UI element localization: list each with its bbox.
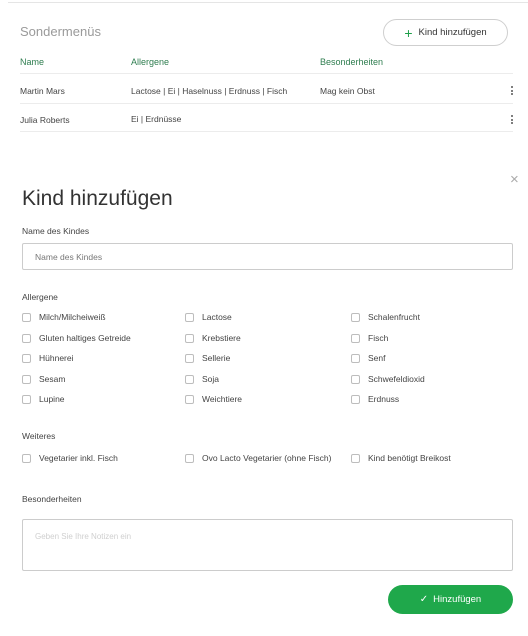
allergen-checkbox[interactable] bbox=[22, 394, 65, 404]
allergen-label: Schalenfrucht bbox=[368, 312, 420, 322]
allergen-label: Lactose bbox=[202, 312, 232, 322]
allergen-checkbox[interactable] bbox=[351, 333, 388, 343]
allergen-checkbox[interactable] bbox=[22, 312, 106, 322]
row-allergens: Ei | Erdnüsse bbox=[131, 114, 182, 124]
checkbox-box[interactable] bbox=[351, 354, 360, 363]
checkbox-box[interactable] bbox=[22, 454, 31, 463]
allergen-label: Krebstiere bbox=[202, 333, 241, 343]
allergens-label: Allergene bbox=[22, 292, 58, 302]
submit-button-label: Hinzufügen bbox=[433, 594, 482, 605]
checkbox-box[interactable] bbox=[185, 375, 194, 384]
allergen-label: Milch/Milcheiweiß bbox=[39, 312, 106, 322]
child-name-input[interactable] bbox=[22, 243, 513, 270]
allergen-checkbox[interactable] bbox=[185, 333, 241, 343]
allergen-label: Senf bbox=[368, 353, 386, 363]
allergen-label: Sesam bbox=[39, 374, 66, 384]
kebab-menu-icon[interactable] bbox=[510, 115, 514, 124]
close-icon[interactable]: × bbox=[510, 171, 519, 188]
allergen-label: Schwefeldioxid bbox=[368, 374, 425, 384]
allergen-checkbox[interactable] bbox=[351, 353, 386, 363]
allergen-checkbox[interactable] bbox=[351, 312, 420, 322]
allergen-checkbox[interactable] bbox=[22, 333, 131, 343]
add-child-button[interactable] bbox=[383, 19, 508, 46]
check-icon: ✓ bbox=[419, 594, 429, 605]
row-allergens: Lactose | Ei | Haselnuss | Erdnuss | Fisch bbox=[131, 86, 288, 96]
notes-label: Besonderheiten bbox=[22, 494, 82, 504]
plus-icon: + bbox=[404, 24, 413, 41]
checkbox-box[interactable] bbox=[22, 313, 31, 322]
checkbox-box[interactable] bbox=[351, 375, 360, 384]
allergen-label: Sellerie bbox=[202, 353, 231, 363]
column-header-notes: Besonderheiten bbox=[320, 57, 384, 67]
checkbox-box[interactable] bbox=[351, 395, 360, 404]
checkbox-box[interactable] bbox=[351, 454, 360, 463]
allergen-checkbox[interactable] bbox=[185, 394, 242, 404]
allergen-checkbox[interactable] bbox=[185, 312, 232, 322]
row-notes: Mag kein Obst bbox=[320, 86, 375, 96]
diet-checkbox[interactable] bbox=[351, 453, 451, 463]
checkbox-box[interactable] bbox=[185, 334, 194, 343]
notes-textarea[interactable] bbox=[22, 519, 513, 571]
checkbox-box[interactable] bbox=[185, 313, 194, 322]
row-name: Martin Mars bbox=[20, 86, 65, 96]
allergen-label: Gluten haltiges Getreide bbox=[39, 333, 131, 343]
kebab-menu-icon[interactable] bbox=[510, 86, 514, 95]
top-divider bbox=[8, 2, 528, 3]
allergen-label: Soja bbox=[202, 374, 220, 384]
checkbox-box[interactable] bbox=[22, 354, 31, 363]
diet-label: Ovo Lacto Vegetarier (ohne Fisch) bbox=[202, 453, 332, 463]
checkbox-box[interactable] bbox=[185, 454, 194, 463]
table-divider bbox=[20, 131, 513, 132]
column-header-allergens: Allergene bbox=[131, 57, 170, 67]
allergen-checkbox[interactable] bbox=[185, 374, 219, 384]
allergen-checkbox[interactable] bbox=[22, 374, 65, 384]
add-child-button-label: Kind hinzufügen bbox=[418, 27, 487, 38]
row-name: Julia Roberts bbox=[20, 115, 70, 125]
checkbox-box[interactable] bbox=[22, 334, 31, 343]
allergen-label: Lupine bbox=[39, 394, 65, 404]
checkbox-box[interactable] bbox=[185, 395, 194, 404]
checkbox-box[interactable] bbox=[22, 395, 31, 404]
section-title: Sondermenüs bbox=[20, 24, 101, 39]
checkbox-box[interactable] bbox=[351, 313, 360, 322]
column-header-name: Name bbox=[20, 57, 45, 67]
allergen-checkbox[interactable] bbox=[22, 353, 74, 363]
diet-label: Vegetarier inkl. Fisch bbox=[39, 453, 118, 463]
modal-title: Kind hinzufügen bbox=[22, 187, 173, 210]
allergen-checkbox[interactable] bbox=[351, 374, 425, 384]
table-divider bbox=[20, 73, 513, 74]
checkbox-box[interactable] bbox=[185, 354, 194, 363]
allergen-checkbox[interactable] bbox=[185, 353, 230, 363]
submit-button[interactable] bbox=[388, 585, 513, 614]
allergen-label: Erdnuss bbox=[368, 394, 400, 404]
diet-label: Kind benötigt Breikost bbox=[368, 453, 451, 463]
checkbox-box[interactable] bbox=[22, 375, 31, 384]
table-divider bbox=[20, 103, 513, 104]
allergen-label: Fisch bbox=[368, 333, 389, 343]
allergen-label: Hühnerei bbox=[39, 353, 74, 363]
diet-checkbox[interactable] bbox=[185, 453, 331, 463]
allergen-label: Weichtiere bbox=[202, 394, 242, 404]
checkbox-box[interactable] bbox=[351, 334, 360, 343]
allergen-checkbox[interactable] bbox=[351, 394, 399, 404]
diet-checkbox[interactable] bbox=[22, 453, 118, 463]
further-label: Weiteres bbox=[22, 431, 56, 441]
name-label: Name des Kindes bbox=[22, 226, 90, 236]
